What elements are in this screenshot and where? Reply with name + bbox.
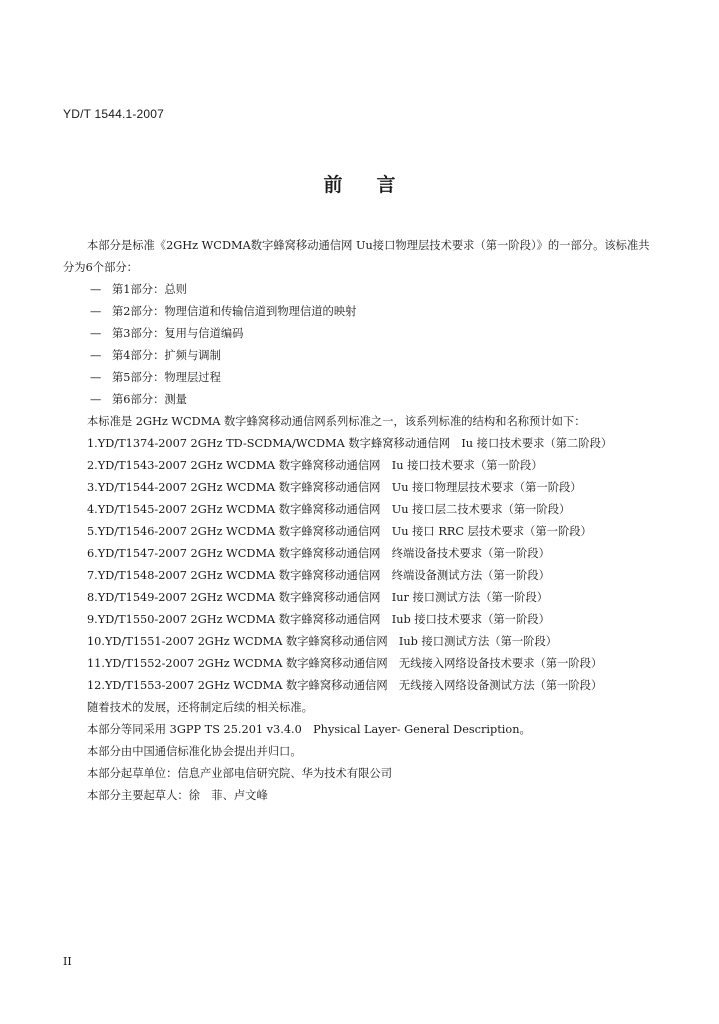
part-item [63, 323, 653, 345]
parts-list [63, 279, 653, 411]
series-outro: 随着技术的发展，还将制定后续的相关标准。 [87, 701, 313, 714]
part-label: 第5部分：物理层过程 [112, 371, 221, 384]
part-item [63, 301, 653, 323]
series-list [63, 433, 653, 697]
drafters: 本部分主要起草人：徐 菲、卢文峰 [87, 789, 268, 802]
dash-marker: — [90, 371, 102, 384]
series-item: 7.YD/T1548-2007 2GHz WCDMA 数字蜂窝移动通信网 终端设备测试方法（第一阶段） [87, 569, 550, 582]
part-item [63, 389, 653, 411]
series-item: 8.YD/T1549-2007 2GHz WCDMA 数字蜂窝移动通信网 Iur 接口测试方法（第一阶段） [87, 591, 549, 604]
part-label: 第4部分：扩频与调制 [112, 349, 221, 362]
series-item: 3.YD/T1544-2007 2GHz WCDMA 数字蜂窝移动通信网 Uu 接口物理层技术要求（第一阶段） [87, 481, 582, 494]
dash-marker: — [90, 283, 102, 296]
part-label: 第1部分：总则 [112, 283, 187, 296]
part-label: 第6部分：测量 [112, 393, 187, 406]
part-item [63, 345, 653, 367]
series-item: 2.YD/T1543-2007 2GHz WCDMA 数字蜂窝移动通信网 Iu 接口技术要求（第一阶段） [87, 459, 543, 472]
dash-marker: — [90, 393, 102, 406]
part-item [63, 367, 653, 389]
series-item: 4.YD/T1545-2007 2GHz WCDMA 数字蜂窝移动通信网 Uu 接口层二技术要求（第一阶段） [87, 503, 571, 516]
part-item [63, 279, 653, 301]
drafting-units: 本部分起草单位：信息产业部电信研究院、华为技术有限公司 [87, 767, 393, 780]
series-intro: 本标准是 2GHz WCDMA 数字蜂窝移动通信网系列标准之一，该系列标准的结构和名称预计如下： [87, 415, 586, 428]
intro-paragraph: 本部分是标准《2GHz WCDMA数字蜂窝移动通信网 Uu接口物理层技术要求（第一阶段）》的一部分。该标准共分为6个部分： [63, 239, 650, 274]
document-body [63, 235, 653, 807]
dash-marker: — [90, 327, 102, 340]
series-item: 1.YD/T1374-2007 2GHz TD-SCDMA/WCDMA 数字蜂窝移动通信网 Iu 接口技术要求（第二阶段） [87, 437, 613, 450]
dash-marker: — [90, 305, 102, 318]
series-item: 6.YD/T1547-2007 2GHz WCDMA 数字蜂窝移动通信网 终端设备技术要求（第一阶段） [87, 547, 550, 560]
series-item: 12.YD/T1553-2007 2GHz WCDMA 数字蜂窝移动通信网 无线接入网络设备测试方法（第一阶段） [87, 679, 603, 692]
part-label: 第3部分：复用与信道编码 [112, 327, 244, 340]
proposer-statement: 本部分由中国通信标准化协会提出并归口。 [87, 745, 302, 758]
dash-marker: — [90, 349, 102, 362]
series-item: 11.YD/T1552-2007 2GHz WCDMA 数字蜂窝移动通信网 无线接入网络设备技术要求（第一阶段） [87, 657, 603, 670]
equivalence-statement: 本部分等同采用 3GPP TS 25.201 v3.4.0 Physical Layer- General Description。 [87, 723, 531, 736]
part-label: 第2部分：物理信道和传输信道到物理信道的映射 [112, 305, 357, 318]
page-number: II [63, 955, 72, 968]
series-item: 10.YD/T1551-2007 2GHz WCDMA 数字蜂窝移动通信网 Iub 接口测试方法（第一阶段） [87, 635, 558, 648]
series-item: 9.YD/T1550-2007 2GHz WCDMA 数字蜂窝移动通信网 Iub 接口技术要求（第一阶段） [87, 613, 550, 626]
page-title: 前言 [323, 174, 430, 196]
series-item: 5.YD/T1546-2007 2GHz WCDMA 数字蜂窝移动通信网 Uu 接口 RRC 层技术要求（第一阶段） [87, 525, 592, 538]
document-id: YD/T 1544.1-2007 [63, 107, 165, 121]
